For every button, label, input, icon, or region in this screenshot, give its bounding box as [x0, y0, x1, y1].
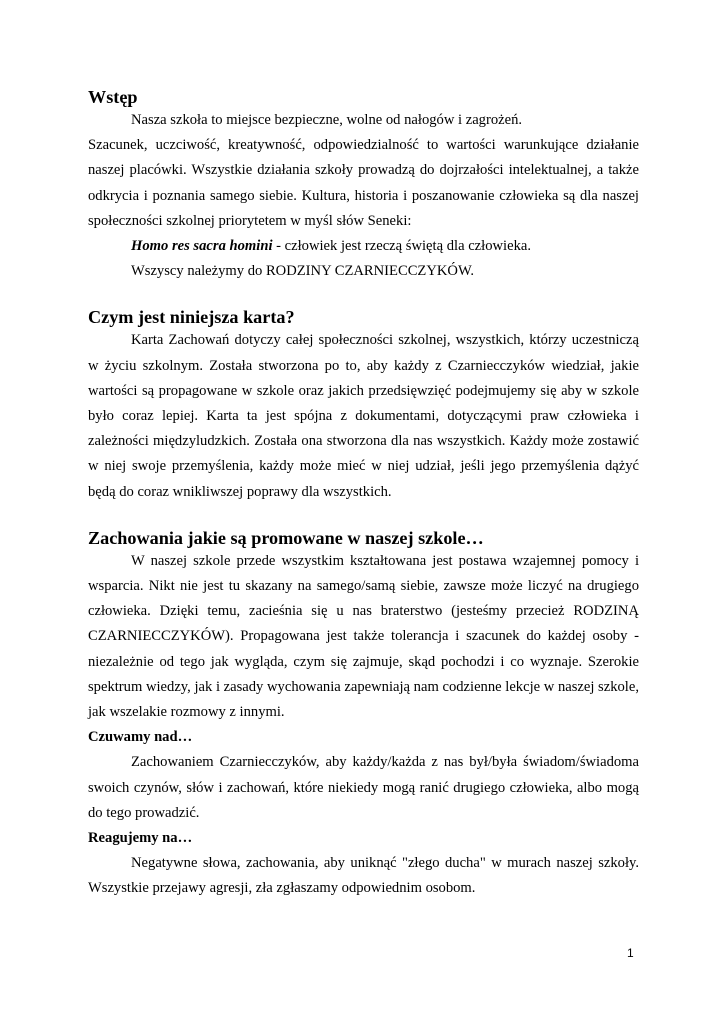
- intro-paragraph-4: Wszyscy należymy do RODZINY CZARNIECCZYKÓW.: [131, 263, 475, 280]
- section-heading-charter: Czym jest niniejsza karta?: [88, 307, 295, 328]
- watch-over-paragraph: Zachowaniem Czarniecczyków, aby każdy/każda z nas był/była świadom/świadoma swoich czynów, słów i zachowań, które niekiedy mogą ranić drugiego człowieka, albo mogą do tego prowadzić.: [88, 754, 639, 821]
- react-to-paragraph: Negatywne słowa, zachowania, aby uniknąć "złego ducha" w murach naszej szkoły. Wszystkie przejawy agresji, zła zgłaszamy odpowiednim osobom.: [88, 855, 639, 897]
- page-number: 1: [627, 946, 634, 960]
- section-heading-intro: Wstęp: [88, 87, 138, 107]
- subheading-react-to: Reagujemy na…: [88, 830, 193, 847]
- section-gap: [88, 505, 639, 527]
- intro-paragraph-2: Szacunek, uczciwość, kreatywność, odpowiedzialność to wartości warunkujące działanie naszej placówki. Wszystkie działania szkoły prowadzą do dojrzałości intelektualnej, a także odkrycia i poznania samego siebie. Kultura, historia i poszanowanie człowieka są dla naszej społeczności szkolnej priorytetem w myśl słów Seneki:: [88, 137, 639, 229]
- seneca-quote: [88, 234, 639, 259]
- section-heading-behaviours: Zachowania jakie są promowane w naszej szkole…: [88, 527, 484, 548]
- seneca-quote-latin: Homo res sacra homini: [131, 238, 273, 255]
- subheading-watch-over: Czuwamy nad…: [88, 729, 193, 746]
- behaviours-paragraph: W naszej szkole przede wszystkim kształtowana jest postawa wzajemnej pomocy i wsparcia. Nikt nie jest tu skazany na samego/samą siebie, zawsze może liczyć na drugiego człowieka. Dzięki temu, zacieśnia się u nas braterstwo (jesteśmy przecież RODZINĄ CZARNIECCZYKÓW). Propagowana jest także tolerancja i szacunek do każdej osoby - niezależnie od tego jak wygląda, czym się zajmuje, skąd pochodzi i co wyznaje. Szerokie spektrum wiedzy, jak i zasady wychowania zapewniają nam codzienne lekcje w naszej szkole, jak wszelakie rozmowy z innymi.: [88, 552, 639, 721]
- section-gap: [88, 284, 639, 306]
- seneca-quote-translation: - człowiek jest rzeczą świętą dla człowieka.: [272, 238, 531, 255]
- charter-paragraph: Karta Zachowań dotyczy całej społeczności szkolnej, wszystkich, którzy uczestniczą w życiu szkolnym. Została stworzona po to, aby każdy z Czarniecczyków wiedział, jakie wartości są propagowane w szkole oraz jakich przedsięwzięć podejmujemy się aby w szkole było coraz lepiej. Karta ta jest spójna z dokumentami, dotyczącymi praw człowieka i zależności międzyludzkich. Została ona stworzona dla nas wszystkich. Każdy może zostawić w niej swoje przemyślenia, każdy może mieć w niej udział, jeśli jego przemyślenia dążyć będą do coraz wnikliwszej poprawy dla wszystkich.: [88, 332, 639, 500]
- document-page: [88, 86, 639, 902]
- intro-paragraph-1: Nasza szkoła to miejsce bezpieczne, wolne od nałogów i zagrożeń.: [131, 112, 523, 128]
